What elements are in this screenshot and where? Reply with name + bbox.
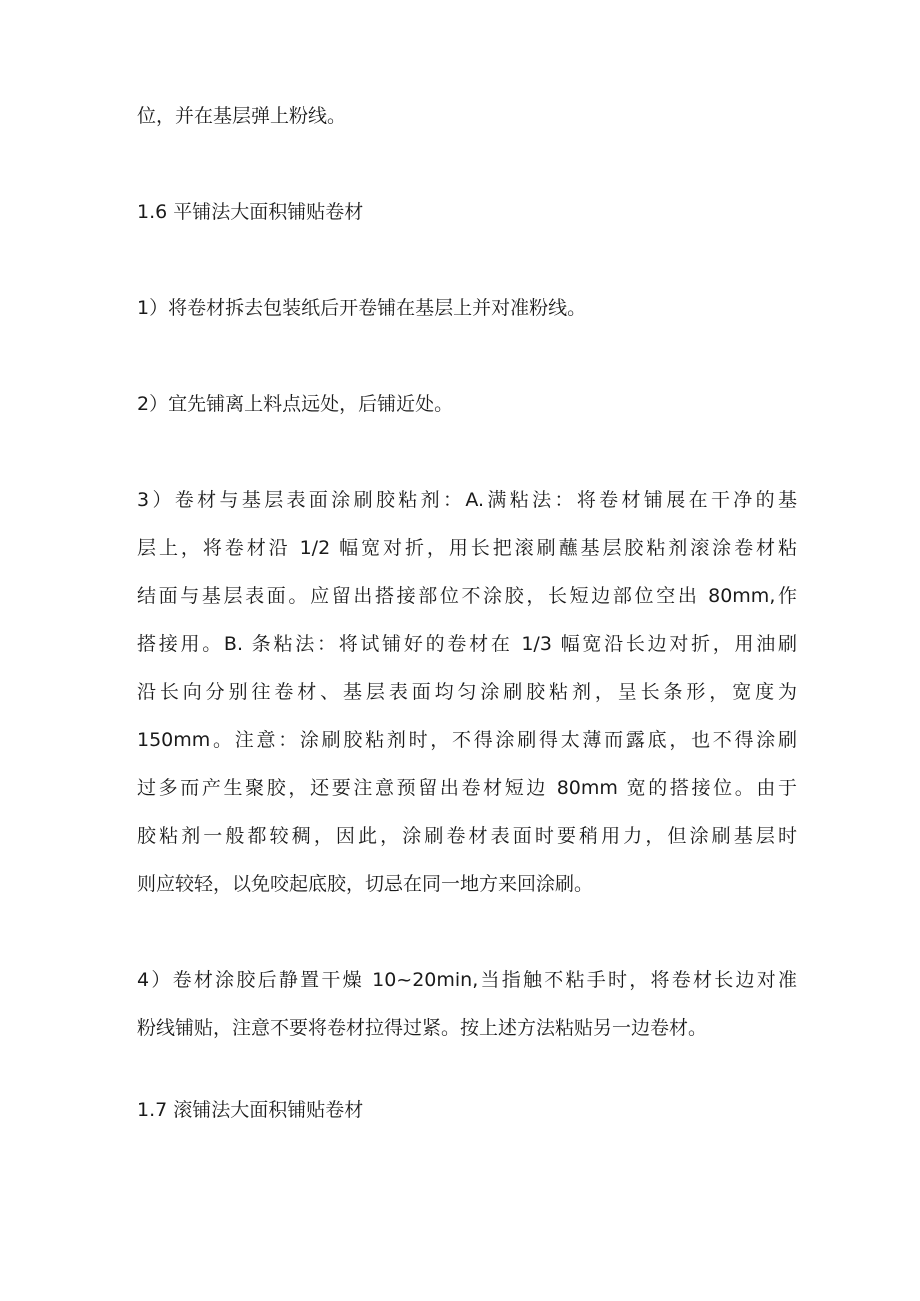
section-heading-1-6: 1.6 平铺法大面积铺贴卷材 — [137, 201, 364, 223]
paragraph-line: 搭接用。B. 条粘法：将试铺好的卷材在 1/3 幅宽沿长边对折，用油刷 — [137, 633, 797, 655]
paragraph-line: 过多而产生聚胶，还要注意预留出卷材短边 80mm 宽的搭接位。由于 — [137, 777, 797, 799]
paragraph-line: 4）卷材涂胶后静置干燥 10~20min,当指触不粘手时，将卷材长边对准 — [137, 969, 797, 991]
paragraph-line: 结面与基层表面。应留出搭接部位不涂胶，长短边部位空出 80mm,作 — [137, 585, 797, 607]
paragraph-line: 150mm。注意：涂刷胶粘剂时，不得涂刷得太薄而露底，也不得涂刷 — [137, 729, 797, 751]
paragraph-line: 粉线铺贴，注意不要将卷材拉得过紧。按上述方法粘贴另一边卷材。 — [137, 1017, 708, 1039]
section-heading-1-7: 1.7 滚铺法大面积铺贴卷材 — [137, 1099, 364, 1121]
paragraph-line: 3）卷材与基层表面涂刷胶粘剂：A.满粘法：将卷材铺展在干净的基 — [137, 489, 797, 511]
paragraph-line: 沿长向分别往卷材、基层表面均匀涂刷胶粘剂，呈长条形，宽度为 — [137, 681, 797, 703]
paragraph-line: 2）宜先铺离上料点远处，后铺近处。 — [137, 393, 454, 415]
paragraph-line: 层上，将卷材沿 1/2 幅宽对折，用长把滚刷蘸基层胶粘剂滚涂卷材粘 — [137, 537, 797, 559]
paragraph-line: 则应较轻，以免咬起底胶，切忌在同一地方来回涂刷。 — [137, 873, 594, 895]
paragraph-line: 胶粘剂一般都较稠，因此，涂刷卷材表面时要稍用力，但涂刷基层时 — [137, 825, 797, 847]
paragraph-line: 位，并在基层弹上粉线。 — [137, 105, 347, 127]
paragraph-line: 1）将卷材拆去包装纸后开卷铺在基层上并对准粉线。 — [137, 297, 587, 319]
